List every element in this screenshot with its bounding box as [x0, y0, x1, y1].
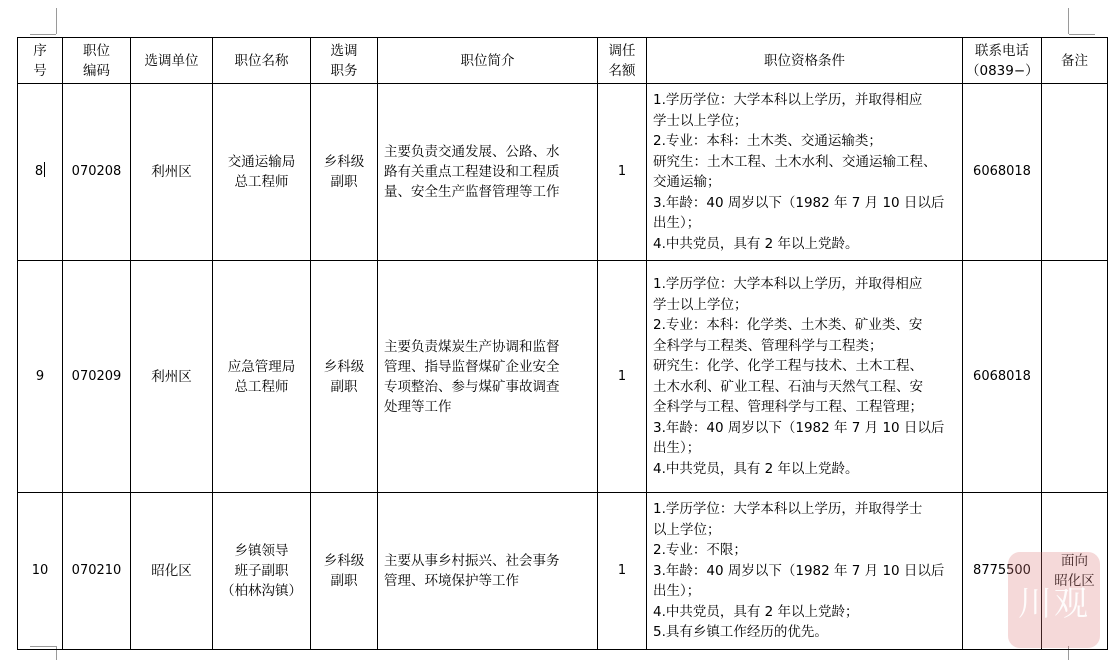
header-requirements: 职位资格条件: [647, 38, 963, 84]
cell-requirements: 1.学历学位：大学本科以上学历，并取得相应 学士以上学位； 2.专业：本科：土木类、交通运输类； 研究生：土木工程、土木水利、交通运输工程、 交通运输； 3.年龄：40 周岁以下（1982 年 7 月 10 日以后 出生）； 4.中共党员，具有 2 年以上党龄。: [647, 84, 963, 261]
cell-unit: 利州区: [131, 261, 213, 493]
cell-position: 乡镇领导 班子副职 （柏林沟镇）: [213, 493, 311, 650]
cell-phone: 6068018: [963, 261, 1042, 493]
header-rank: 选调 职务: [311, 38, 378, 84]
cell-rank: 乡科级 副职: [311, 84, 378, 261]
header-seq: 序 号: [18, 38, 63, 84]
cell-rank: 乡科级 副职: [311, 493, 378, 650]
crop-mark-top-right-h: [1069, 34, 1095, 35]
header-code: 职位 编码: [63, 38, 131, 84]
cell-code: 070209: [63, 261, 131, 493]
watermark-logo: [1008, 552, 1100, 648]
cell-requirements: 1.学历学位：大学本科以上学历，并取得相应 学士以上学位； 2.专业：本科：化学类、土木类、矿业类、安 全科学与工程类、管理科学与工程类； 研究生：化学、化学工程与技术、土木工程、 土木水利、矿业工程、石油与天然气工程、安 全科学与工程、管理科学与工程、工程管理； 3.年龄：40 周岁以下（1982 年 7 月 10 日以后 出生）； 4.中共党员，具有 2 年以上党龄。: [647, 261, 963, 493]
cell-phone: 6068018: [963, 84, 1042, 261]
cell-intro: 主要负责煤炭生产协调和监督 管理、指导监督煤矿企业安全 专项整治、参与煤矿事故调查 处理等工作: [378, 261, 598, 493]
header-count: 调任 名额: [598, 38, 647, 84]
header-phone: 联系电话 （0839−）: [963, 38, 1042, 84]
text-cursor: [44, 162, 45, 177]
crop-mark-top-right: [1068, 8, 1069, 34]
header-remarks: 备注: [1042, 38, 1108, 84]
table-row: [18, 261, 1108, 493]
cell-remarks: [1042, 261, 1108, 493]
cell-count: 1: [598, 261, 647, 493]
cell-seq: 9: [18, 261, 63, 493]
cell-remarks: [1042, 84, 1108, 261]
cell-requirements: 1.学历学位：大学本科以上学历，并取得学士 以上学位； 2.专业：不限； 3.年龄：40 周岁以下（1982 年 7 月 10 日以后 出生）； 4.中共党员，具有 2 年以上党龄； 5.具有乡镇工作经历的优先。: [647, 493, 963, 650]
cell-position: 交通运输局 总工程师: [213, 84, 311, 261]
cell-count: 1: [598, 84, 647, 261]
table-row: [18, 84, 1108, 261]
cell-intro: 主要从事乡村振兴、社会事务 管理、环境保护等工作: [378, 493, 598, 650]
cell-phone: 8775500: [963, 493, 1042, 650]
cell-rank: 乡科级 副职: [311, 261, 378, 493]
cell-code: 070210: [63, 493, 131, 650]
cell-remarks: 面向 昭化区: [1042, 493, 1108, 650]
cell-code: 070208: [63, 84, 131, 261]
cell-position: 应急管理局 总工程师: [213, 261, 311, 493]
crop-mark-top-left: [56, 8, 57, 34]
watermark-text: 川观: [1018, 583, 1090, 624]
positions-table: [17, 37, 1108, 650]
header-intro: 职位简介: [378, 38, 598, 84]
cell-count: 1: [598, 493, 647, 650]
header-unit: 选调单位: [131, 38, 213, 84]
crop-mark-top-left-h: [30, 34, 56, 35]
cell-intro: 主要负责交通发展、公路、水 路有关重点工程建设和工程质 量、安全生产监督管理等工作: [378, 84, 598, 261]
header-position: 职位名称: [213, 38, 311, 84]
table-header-row: [18, 38, 1108, 84]
cell-unit: 利州区: [131, 84, 213, 261]
cell-seq: 10: [18, 493, 63, 650]
cell-unit: 昭化区: [131, 493, 213, 650]
cell-seq[interactable]: 8: [18, 84, 63, 261]
table-row: [18, 493, 1108, 650]
